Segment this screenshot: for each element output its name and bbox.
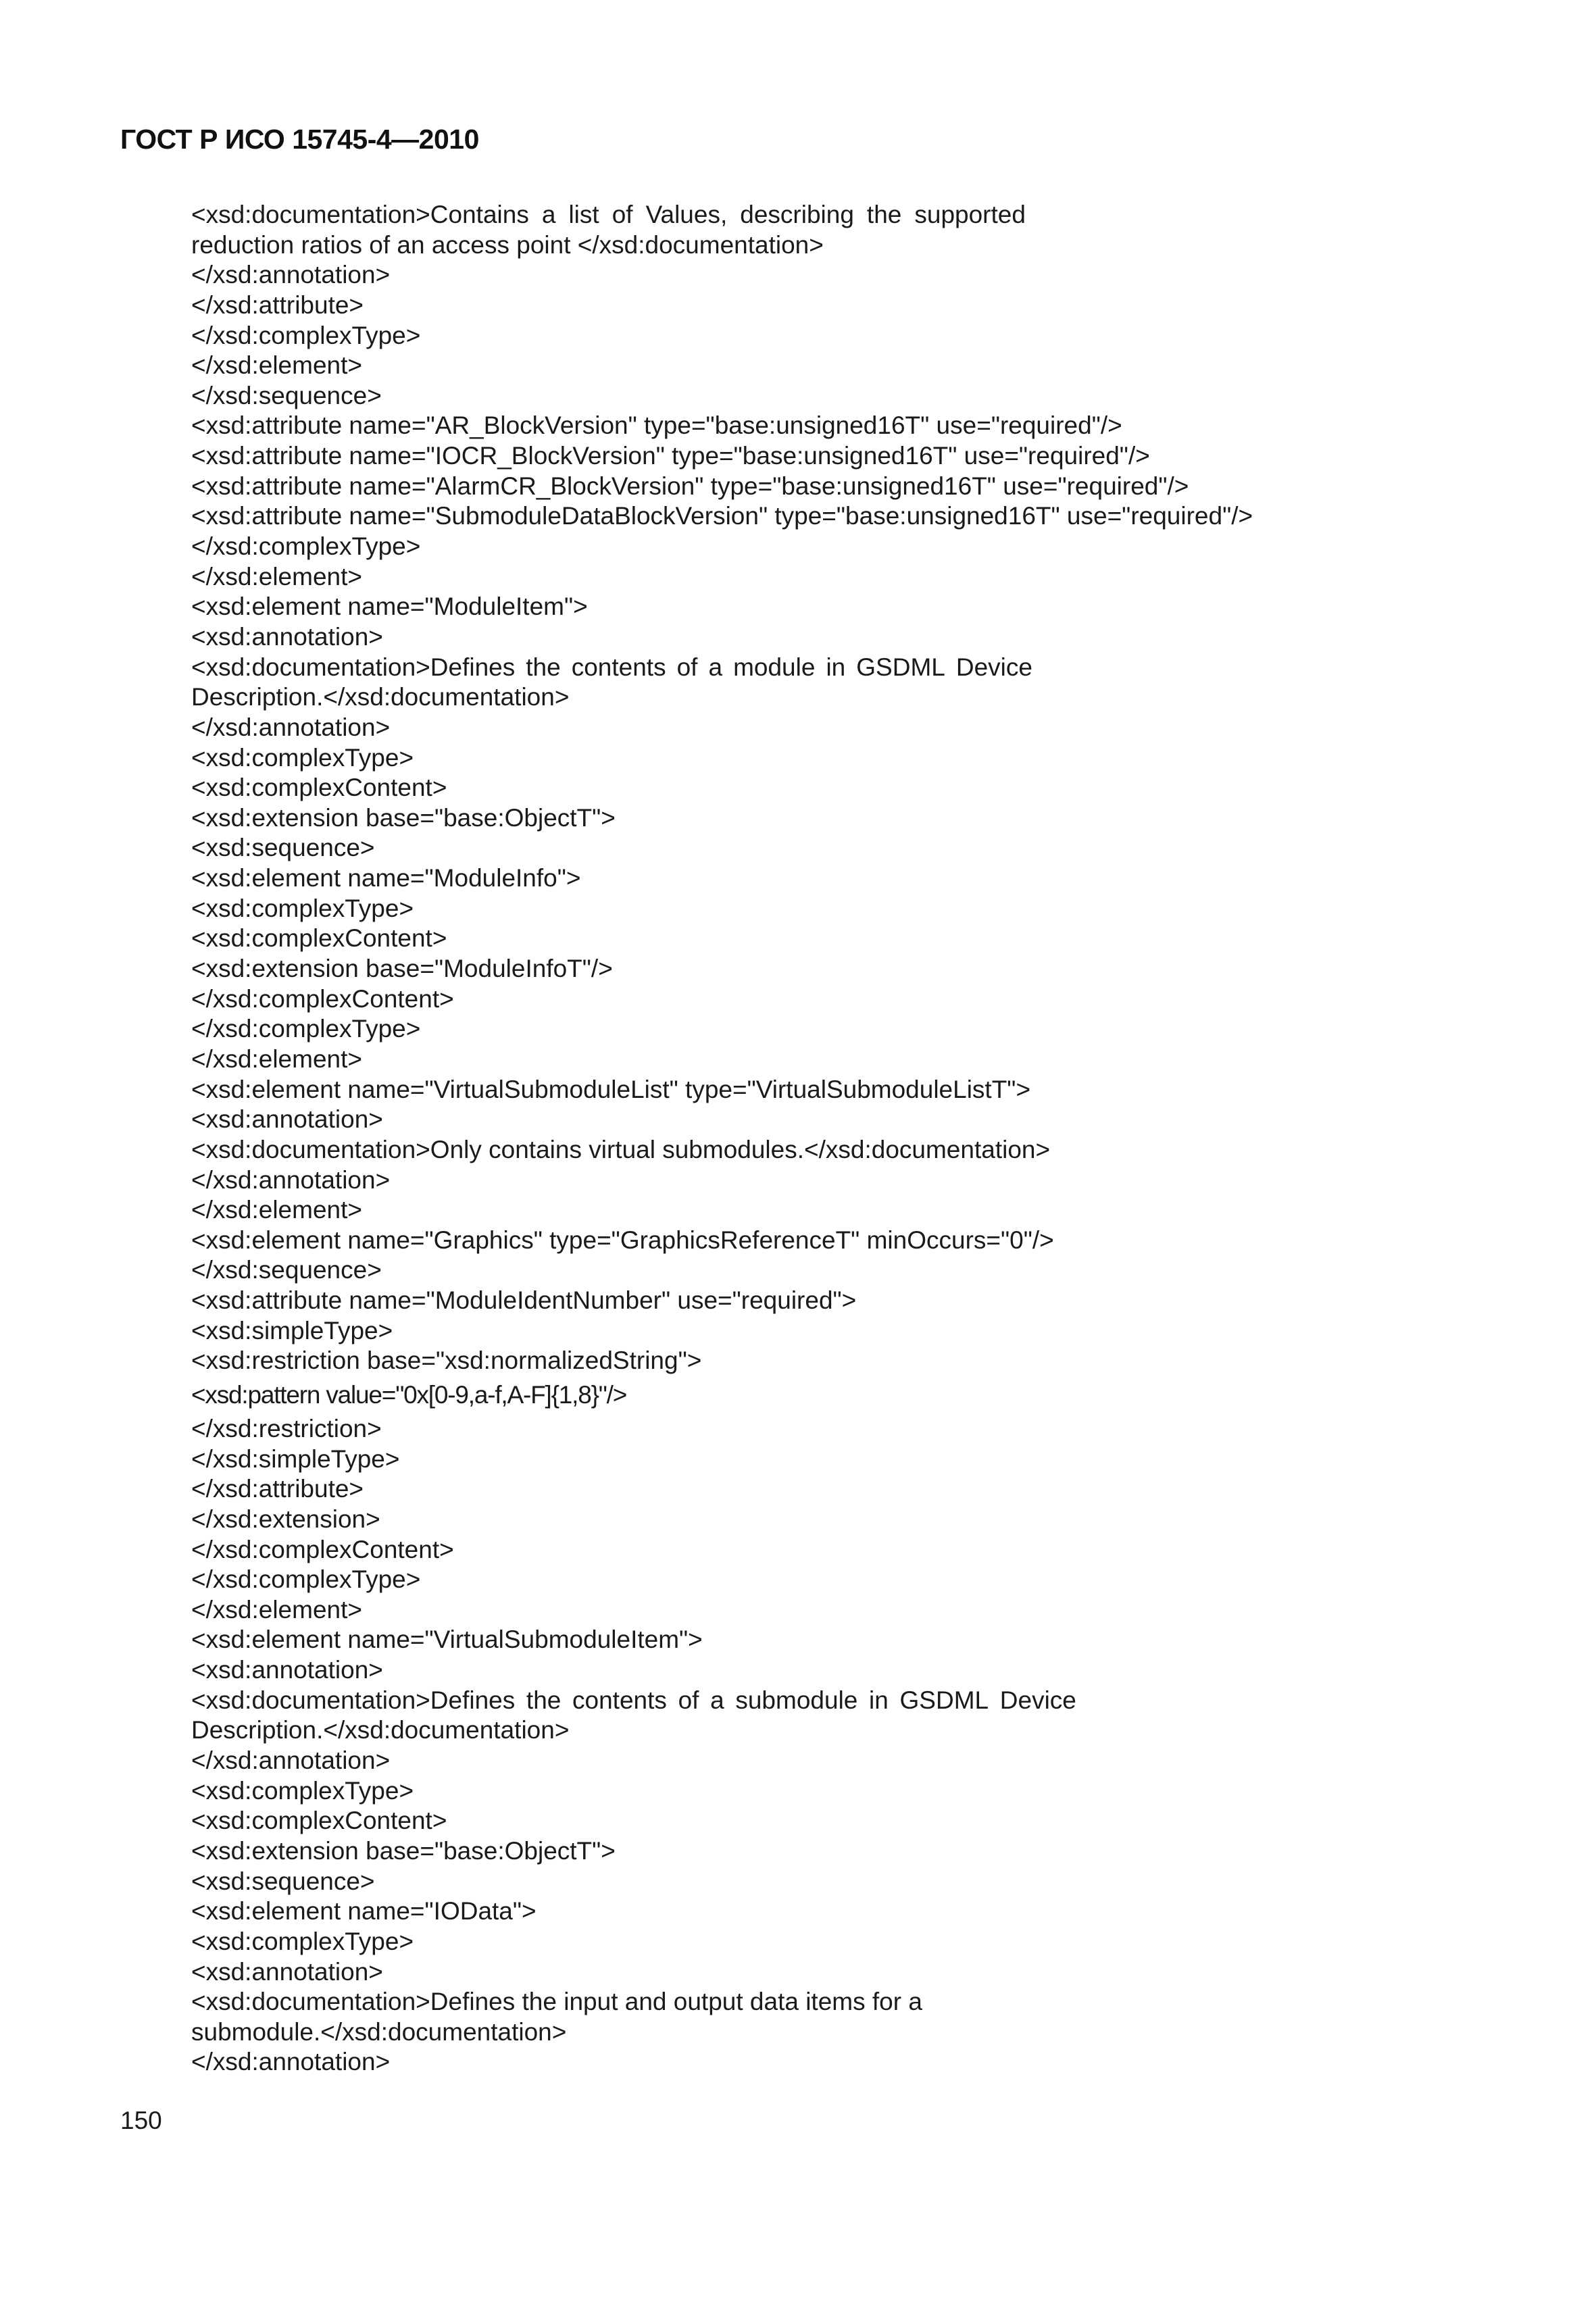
code-line (191, 1957, 958, 1988)
code-line: </xsd:complexType> (191, 321, 421, 349)
code-line: </xsd:annotation> (191, 261, 391, 289)
code-line: <xsd:element name="VirtualSubmoduleList" type="VirtualSubmoduleListT"> (191, 1075, 1031, 1103)
code-line: <xsd:extension base="base:ObjectT"> (191, 1836, 616, 1865)
code-word: of (678, 1686, 699, 1714)
code-word: of (612, 201, 633, 228)
code-line: <xsd:element name="Graphics" type="GraphicsReferenceT" minOccurs="0"/> (191, 1226, 1054, 1254)
code-word: <xsd:documentation>Contains (191, 201, 529, 228)
code-line: </xsd:restriction> (191, 1414, 382, 1442)
code-word: in (869, 1686, 889, 1714)
code-line: <xsd:element name="VirtualSubmoduleItem"> (191, 1626, 703, 1654)
code-word: list (568, 201, 599, 228)
code-line: </xsd:complexType> (191, 1565, 421, 1594)
code-line: </xsd:sequence> (191, 1256, 382, 1284)
code-line: <xsd:attribute name="ModuleIdentNumber" use="required"> (191, 1286, 857, 1315)
code-line: </xsd:element> (191, 351, 362, 380)
code-line: <xsd:attribute name="SubmoduleDataBlockVersion" type="base:unsigned16T" use="required"/> (191, 502, 1253, 530)
code-word: GSDML (856, 653, 945, 681)
code-line: <xsd:simpleType> (191, 1316, 393, 1344)
code-word: supported (914, 201, 1026, 228)
code-line: </xsd:annotation> (191, 1746, 391, 1775)
code-word: <xsd:documentation>Defines (191, 653, 516, 681)
code-line: </xsd:complexContent> (191, 1535, 454, 1563)
code-line: </xsd:element> (191, 1045, 362, 1073)
code-line: <xsd:pattern value="0x[0-9,a-f,A-F]{1,8}"/> (191, 1380, 627, 1409)
code-line: <xsd:documentation>Defines the input and output data items for a (191, 1988, 922, 2016)
code-line: </xsd:extension> (191, 1505, 380, 1533)
document-header: ГОСТ Р ИСО 15745-4—2010 (120, 124, 479, 155)
code-line: </xsd:element> (191, 1196, 362, 1224)
code-word: contents (572, 1686, 667, 1714)
code-line: <xsd:restriction base="xsd:normalizedString"> (191, 1347, 702, 1375)
code-line: <xsd:element name="ModuleInfo"> (191, 864, 581, 892)
code-line: <xsd:annotation> (191, 1656, 383, 1684)
code-line: <xsd:extension base="ModuleInfoT"/> (191, 955, 613, 983)
code-line: <xsd:complexContent> (191, 924, 447, 953)
code-word: submodule (735, 1686, 858, 1714)
code-line: <xsd:sequence> (191, 1867, 375, 1895)
code-line: <xsd:complexType> (191, 1776, 414, 1805)
code-word: GSDML (899, 1686, 989, 1714)
code-line (191, 1686, 1076, 1716)
code-word: <xsd:annotation> (191, 1957, 383, 1986)
code-line: <xsd:complexType> (191, 1927, 414, 1955)
code-line: reduction ratios of an access point </xsd:documentation> (191, 230, 824, 259)
code-word: a (708, 653, 723, 681)
code-word: Device (955, 653, 1032, 681)
code-word: Values, (645, 201, 728, 228)
code-word: the (866, 201, 902, 228)
code-line: Description.</xsd:documentation> (191, 683, 570, 711)
code-line: <xsd:element name="IOData"> (191, 1897, 537, 1926)
code-word: Device (999, 1686, 1076, 1714)
code-word: a (710, 1686, 724, 1714)
code-line: <xsd:complexType> (191, 894, 414, 922)
code-word: of (676, 653, 698, 681)
code-line: </xsd:annotation> (191, 713, 391, 741)
code-word: a (541, 201, 556, 228)
code-line (191, 200, 1026, 230)
code-line: <xsd:extension base="base:ObjectT"> (191, 803, 616, 832)
code-line: <xsd:attribute name="AlarmCR_BlockVersion" type="base:unsigned16T" use="required"/> (191, 472, 1189, 500)
code-word: the (526, 1686, 562, 1714)
code-line: <xsd:documentation>Only contains virtual submodules.</xsd:documentation> (191, 1135, 1051, 1163)
code-line: <xsd:annotation> (191, 1105, 383, 1134)
code-line: </xsd:element> (191, 562, 362, 590)
code-line: </xsd:attribute> (191, 1475, 364, 1503)
code-line: </xsd:simpleType> (191, 1444, 400, 1473)
code-line: </xsd:attribute> (191, 291, 364, 319)
code-line: <xsd:attribute name="IOCR_BlockVersion" type="base:unsigned16T" use="required"/> (191, 442, 1150, 470)
code-word: contents (571, 653, 666, 681)
code-word: module (733, 653, 816, 681)
code-line: <xsd:attribute name="AR_BlockVersion" type="base:unsigned16T" use="required"/> (191, 411, 1122, 440)
page-number: 150 (120, 2107, 162, 2134)
code-line: </xsd:sequence> (191, 381, 382, 409)
code-line (191, 653, 1032, 683)
code-line: </xsd:annotation> (191, 1165, 391, 1194)
code-line: <xsd:element name="ModuleItem"> (191, 593, 588, 621)
code-line: <xsd:annotation> (191, 622, 383, 651)
code-line: submodule.</xsd:documentation> (191, 2017, 567, 2046)
code-line: <xsd:complexContent> (191, 1807, 447, 1835)
code-line: </xsd:complexType> (191, 1015, 421, 1043)
xsd-listing (191, 200, 1516, 2078)
code-line: Description.</xsd:documentation> (191, 1716, 570, 1744)
code-line: </xsd:element> (191, 1595, 362, 1624)
code-line: <xsd:complexType> (191, 743, 414, 772)
code-line: </xsd:complexContent> (191, 984, 454, 1013)
code-line: </xsd:complexType> (191, 532, 421, 561)
code-word: in (826, 653, 846, 681)
code-word: the (526, 653, 561, 681)
code-line: <xsd:sequence> (191, 834, 375, 862)
code-line: </xsd:annotation> (191, 2048, 391, 2076)
code-word: describing (740, 201, 854, 228)
code-line: <xsd:complexContent> (191, 774, 447, 802)
code-word: <xsd:documentation>Defines (191, 1686, 516, 1714)
